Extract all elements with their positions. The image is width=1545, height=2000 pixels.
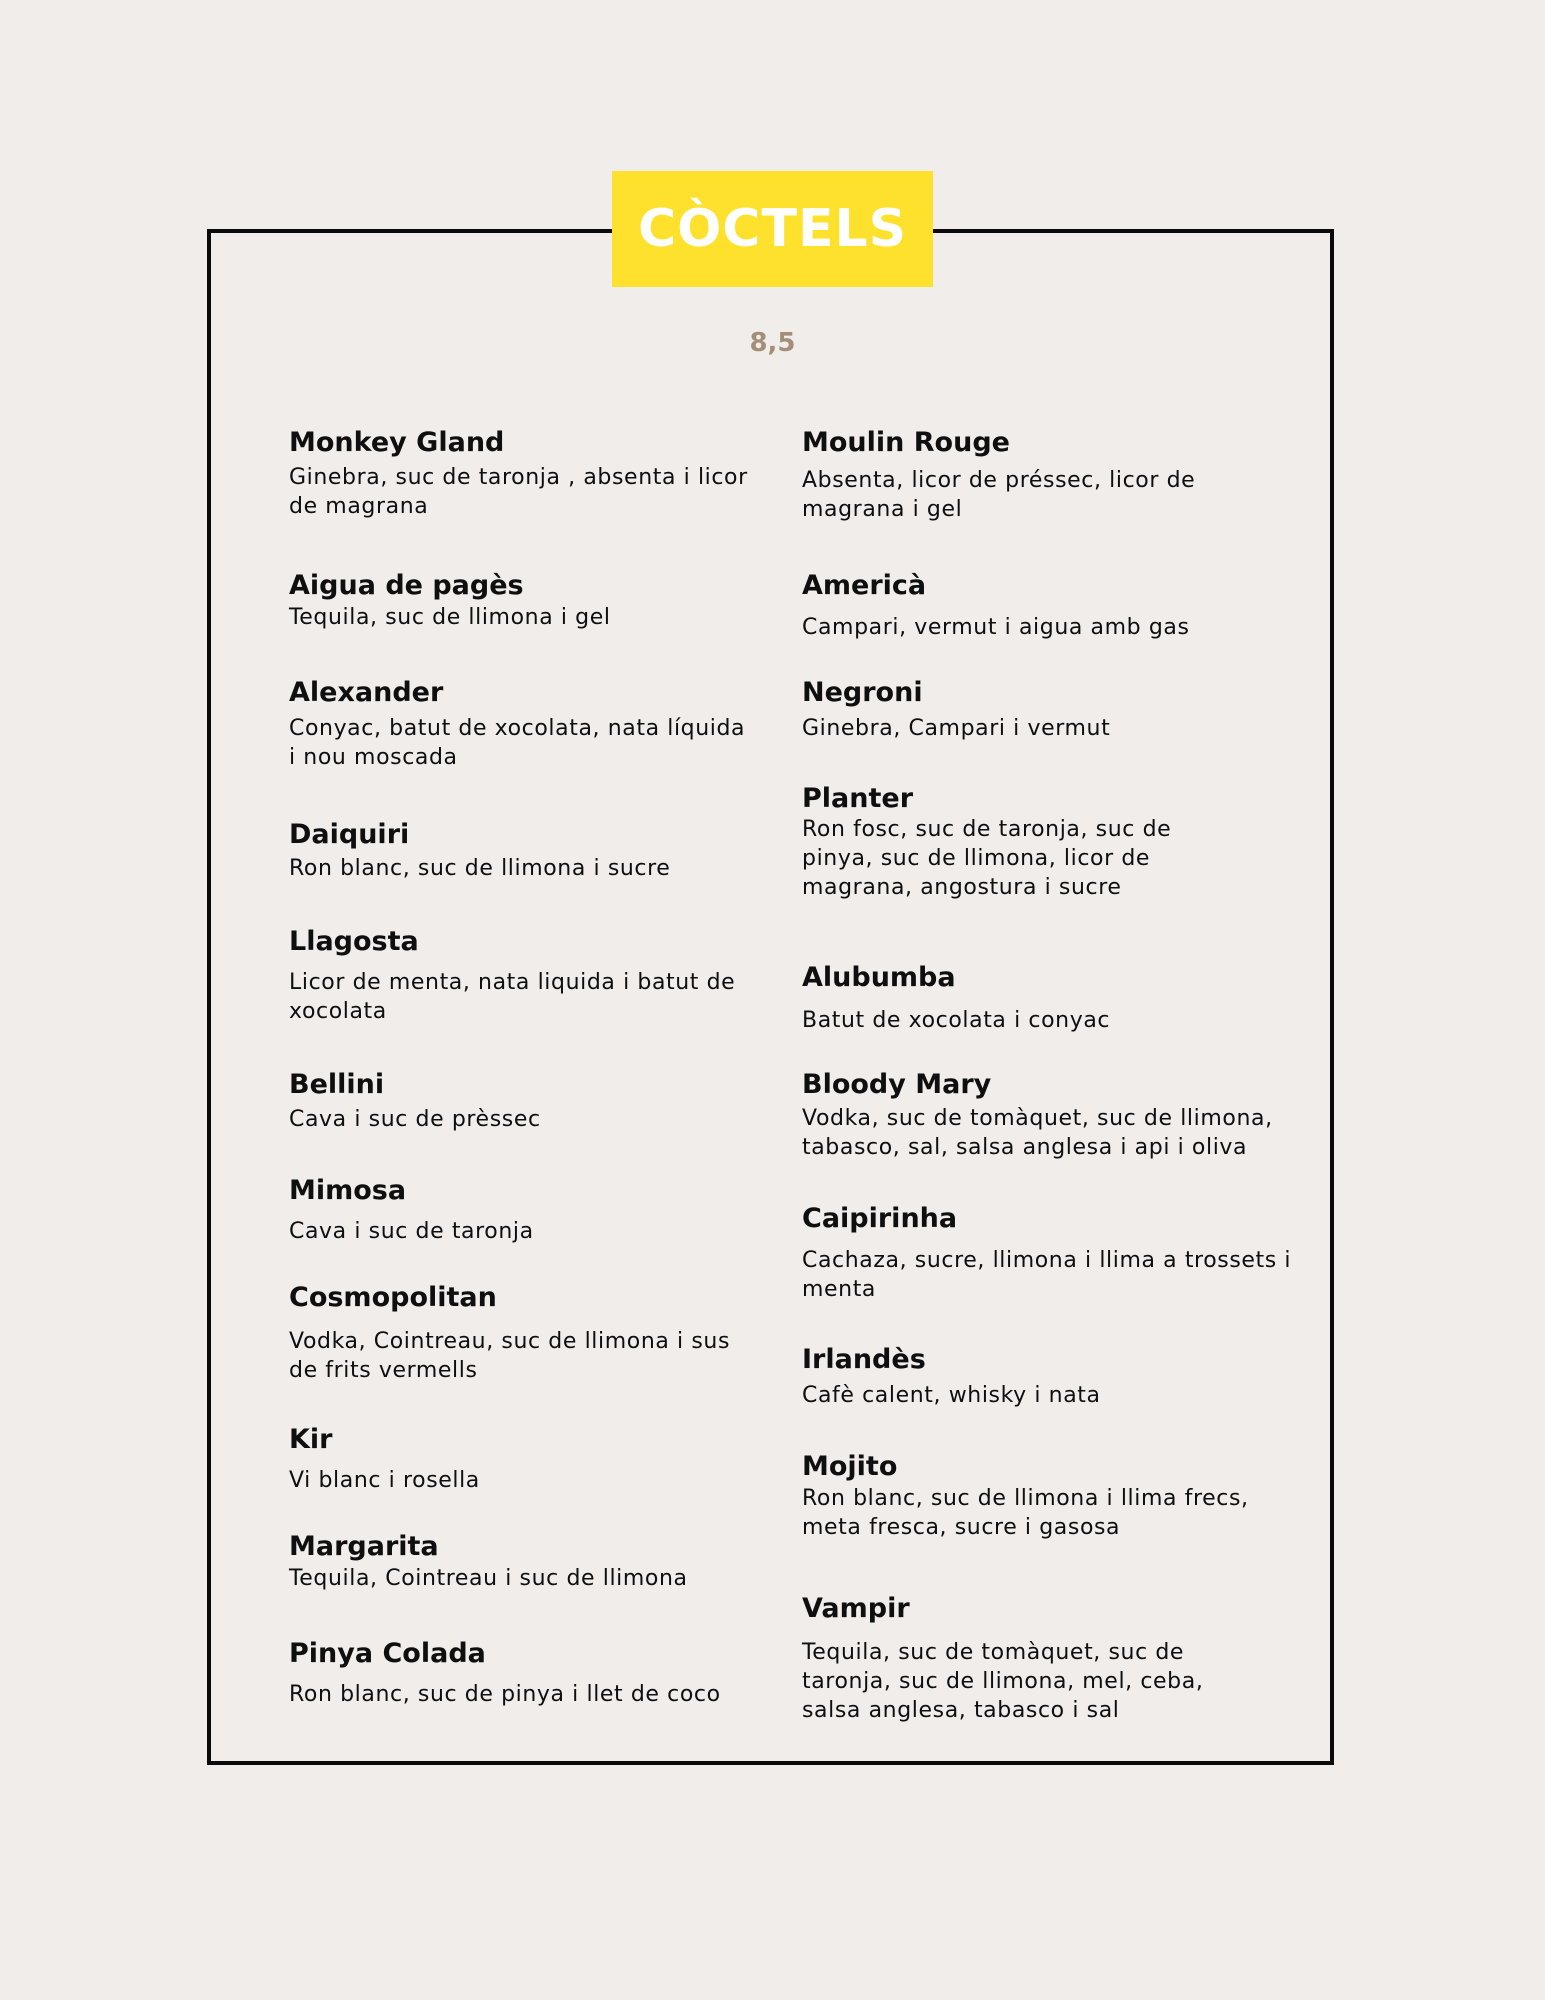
menu-item (802, 569, 1272, 642)
cocktail-description: Tequila, suc de llimona i gel (289, 605, 611, 630)
cocktail-description: Ron blanc, suc de pinya i llet de coco (289, 1682, 721, 1707)
cocktail-name: Bellini (289, 1069, 385, 1100)
menu-item (289, 676, 759, 772)
cocktail-description: Vodka, Cointreau, suc de llimona i sus de frits vermells (289, 1329, 731, 1383)
menu-item (289, 1068, 759, 1134)
cocktail-name: Irlandès (802, 1344, 926, 1375)
cocktail-name: Negroni (802, 677, 923, 708)
cocktail-description: Tequila, Cointreau i suc de llimona (289, 1566, 688, 1591)
menu-item (802, 426, 1272, 524)
left-menu-column (289, 0, 759, 2000)
menu-item (289, 1423, 759, 1495)
menu-item (802, 1202, 1292, 1304)
cocktail-description: Cava i suc de prèssec (289, 1107, 541, 1132)
menu-item (802, 961, 1272, 1035)
cocktail-name: Kir (289, 1424, 333, 1455)
cocktail-description: Ginebra, Campari i vermut (802, 716, 1111, 741)
cocktail-name: Bloody Mary (802, 1069, 992, 1100)
cocktail-name: Alexander (289, 677, 444, 708)
cocktail-description: Tequila, suc de tomàquet, suc de taronja, suc de llimona, mel, ceba, salsa anglesa, tabasco i sal (802, 1640, 1204, 1723)
menu-title: CÒCTELS (637, 199, 908, 259)
cocktail-name: Mojito (802, 1451, 898, 1482)
cocktail-description: Cachaza, sucre, llimona i llima a trossets i menta (802, 1248, 1292, 1302)
menu-item (289, 818, 759, 883)
menu-item (802, 782, 1272, 902)
cocktail-name: Margarita (289, 1531, 439, 1562)
cocktail-name: Moulin Rouge (802, 427, 1010, 458)
menu-item (802, 1068, 1272, 1162)
cocktail-description: Ginebra, suc de taronja , absenta i licor de magrana (289, 465, 748, 519)
cocktail-description: Conyac, batut de xocolata, nata líquida i nou moscada (289, 716, 746, 770)
menu-item (289, 1281, 759, 1385)
menu-item (802, 1592, 1272, 1725)
cocktail-name: Monkey Gland (289, 427, 505, 458)
menu-item (289, 426, 759, 521)
cocktail-name: Mimosa (289, 1175, 407, 1206)
cocktail-name: Caipirinha (802, 1203, 958, 1234)
menu-item (802, 676, 1272, 743)
cocktail-description: Batut de xocolata i conyac (802, 1008, 1111, 1033)
cocktail-name: Pinya Colada (289, 1638, 486, 1669)
cocktail-name: Cosmopolitan (289, 1282, 497, 1313)
menu-item (802, 1343, 1272, 1410)
cocktail-description: Ron blanc, suc de llimona i llima frecs, meta fresca, sucre i gasosa (802, 1486, 1249, 1540)
cocktail-description: Licor de menta, nata liquida i batut de xocolata (289, 970, 736, 1024)
menu-item (289, 925, 759, 1026)
menu-item (289, 1174, 759, 1246)
cocktail-name: Daiquiri (289, 819, 410, 850)
right-menu-column (802, 0, 1292, 2000)
cocktail-name: Planter (802, 783, 914, 814)
cocktail-description: Ron fosc, suc de taronja, suc de pinya, suc de llimona, licor de magrana, angostura i sucre (802, 817, 1172, 900)
cocktail-description: Absenta, licor de préssec, licor de magrana i gel (802, 468, 1196, 522)
cocktail-description: Cava i suc de taronja (289, 1219, 534, 1244)
cocktail-description: Ron blanc, suc de llimona i sucre (289, 856, 671, 881)
menu-item (289, 1637, 759, 1709)
cocktail-description: Vodka, suc de tomàquet, suc de llimona, tabasco, sal, salsa anglesa i api i oliva (802, 1106, 1273, 1160)
cocktail-name: Llagosta (289, 926, 419, 957)
cocktail-name: Aigua de pagès (289, 570, 524, 601)
cocktail-description: Campari, vermut i aigua amb gas (802, 615, 1190, 640)
menu-item (289, 1530, 759, 1593)
cocktail-description: Cafè calent, whisky i nata (802, 1383, 1101, 1408)
cocktail-name: Americà (802, 570, 927, 601)
menu-item (289, 569, 759, 632)
menu-item (802, 1450, 1272, 1542)
cocktail-name: Alubumba (802, 962, 956, 993)
price-label: 8,5 (749, 328, 796, 358)
cocktail-name: Vampir (802, 1593, 910, 1624)
cocktail-description: Vi blanc i rosella (289, 1468, 480, 1493)
